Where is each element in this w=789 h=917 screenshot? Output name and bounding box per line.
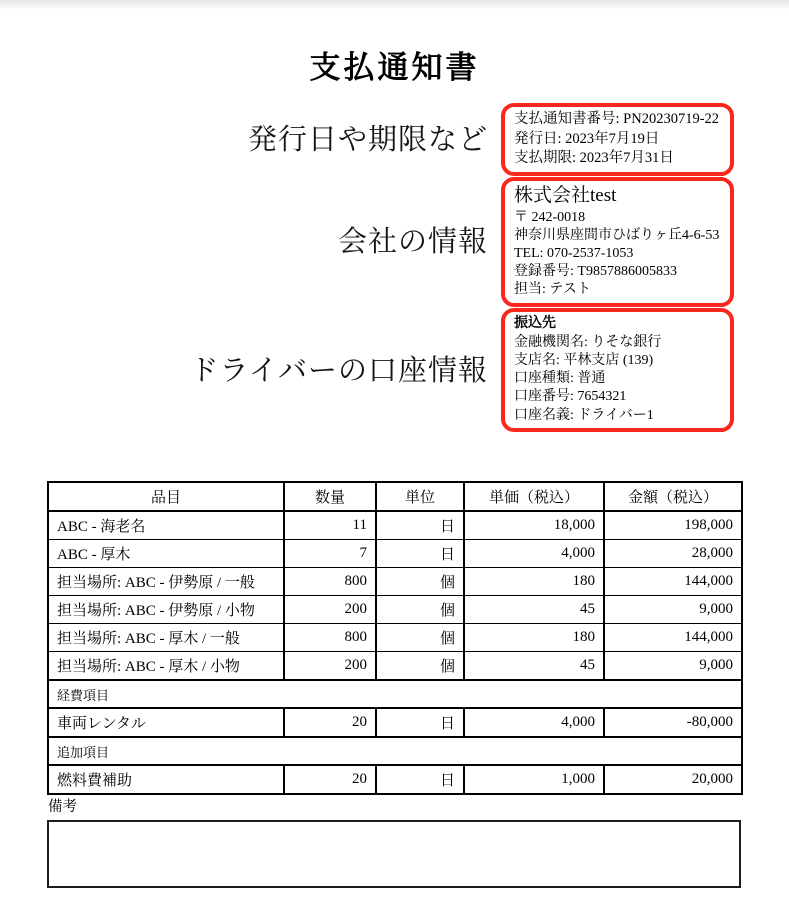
table-section-row	[48, 737, 742, 765]
item-name-cell: ABC - 海老名	[48, 511, 284, 540]
line-items-table	[47, 481, 743, 795]
unit-cell: 日	[376, 540, 464, 568]
table-row	[48, 511, 742, 540]
table-row	[48, 624, 742, 652]
address-line: 神奈川県座間市ひばりヶ丘4-6-53	[514, 227, 720, 243]
bank-account-annotation-box	[501, 308, 734, 432]
col-header-item: 品目	[48, 482, 284, 511]
document-title: 支払通知書	[309, 50, 480, 85]
unit-cell: 個	[376, 596, 464, 624]
item-name-cell: 担当場所: ABC - 伊勢原 / 一般	[48, 568, 284, 596]
unit-price-cell: 4,000	[464, 540, 604, 568]
item-name-cell: 担当場所: ABC - 厚木 / 一般	[48, 624, 284, 652]
transfer-destination-heading: 振込先	[514, 316, 556, 331]
issue-date-line: 発行日: 2023年7月19日	[514, 130, 660, 147]
quantity-cell: 20	[284, 765, 376, 794]
col-header-unit: 単位	[376, 482, 464, 511]
unit-price-cell: 45	[464, 652, 604, 681]
unit-cell: 日	[376, 708, 464, 737]
account-number-line: 口座番号: 7654321	[514, 389, 627, 405]
amount-cell: -80,000	[604, 708, 742, 737]
unit-price-cell: 18,000	[464, 511, 604, 540]
unit-cell: 日	[376, 511, 464, 540]
item-name-cell: ABC - 厚木	[48, 540, 284, 568]
table-row	[48, 765, 742, 794]
item-name-cell: 担当場所: ABC - 厚木 / 小物	[48, 652, 284, 681]
table-row	[48, 596, 742, 624]
amount-cell: 9,000	[604, 652, 742, 681]
annotation-label-company-info: 会社の情報	[337, 226, 488, 258]
quantity-cell: 200	[284, 596, 376, 624]
account-holder-line: 口座名義: ドライバー1	[514, 407, 654, 423]
amount-cell: 9,000	[604, 596, 742, 624]
unit-price-cell: 45	[464, 596, 604, 624]
annotation-label-issue-dates: 発行日や期限など	[247, 124, 488, 156]
quantity-cell: 20	[284, 708, 376, 737]
amount-cell: 144,000	[604, 568, 742, 596]
quantity-cell: 7	[284, 540, 376, 568]
col-header-unit-price: 単価（税込）	[464, 482, 604, 511]
section-name-cell: 追加項目	[48, 737, 742, 765]
registration-number-line: 登録番号: T9857886005833	[514, 264, 677, 280]
unit-price-cell: 4,000	[464, 708, 604, 737]
item-name-cell: 担当場所: ABC - 伊勢原 / 小物	[48, 596, 284, 624]
phone-line: TEL: 070-2537-1053	[514, 246, 634, 262]
col-header-quantity: 数量	[284, 482, 376, 511]
unit-price-cell: 180	[464, 568, 604, 596]
quantity-cell: 800	[284, 568, 376, 596]
amount-cell: 144,000	[604, 624, 742, 652]
notice-number-line: 支払通知書番号: PN20230719-22	[514, 111, 720, 127]
table-row	[48, 568, 742, 596]
unit-cell: 日	[376, 765, 464, 794]
postal-code-line: 〒 242-0018	[514, 209, 586, 225]
table-section-row	[48, 680, 742, 708]
company-name: 株式会社test	[514, 185, 617, 206]
unit-cell: 個	[376, 568, 464, 596]
quantity-cell: 200	[284, 652, 376, 681]
company-info-annotation-box	[501, 177, 734, 307]
item-name-cell: 車両レンタル	[48, 708, 284, 737]
unit-cell: 個	[376, 652, 464, 681]
branch-name-line: 支店名: 平林支店 (139)	[514, 353, 654, 369]
remarks-label: 備考	[48, 799, 77, 815]
amount-cell: 28,000	[604, 540, 742, 568]
quantity-cell: 800	[284, 624, 376, 652]
page-top-shadow	[0, 0, 789, 10]
table-header-row	[48, 482, 742, 511]
notice-info-annotation-box	[501, 103, 734, 176]
table-row	[48, 652, 742, 681]
col-header-amount: 金額（税込）	[604, 482, 742, 511]
amount-cell: 198,000	[604, 511, 742, 540]
unit-price-cell: 180	[464, 624, 604, 652]
account-type-line: 口座種類: 普通	[514, 371, 606, 387]
section-name-cell: 経費項目	[48, 680, 742, 708]
annotation-label-driver-account: ドライバーの口座情報	[189, 355, 488, 387]
contact-person-line: 担当: テスト	[514, 282, 591, 298]
amount-cell: 20,000	[604, 765, 742, 794]
bank-name-line: 金融機関名: りそな銀行	[514, 334, 662, 350]
quantity-cell: 11	[284, 511, 376, 540]
remarks-box	[47, 820, 741, 888]
unit-cell: 個	[376, 624, 464, 652]
item-name-cell: 燃料費補助	[48, 765, 284, 794]
due-date-line: 支払期限: 2023年7月31日	[514, 150, 674, 167]
unit-price-cell: 1,000	[464, 765, 604, 794]
table-row	[48, 540, 742, 568]
table-row	[48, 708, 742, 737]
